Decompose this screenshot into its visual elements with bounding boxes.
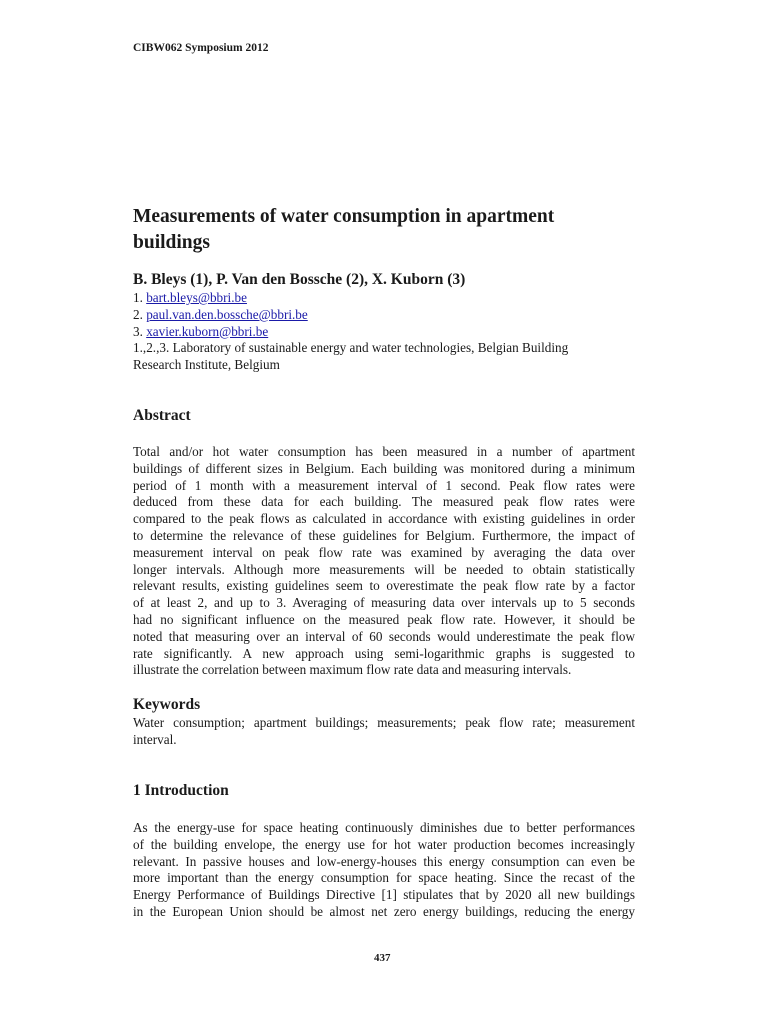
text-line: rate significantly. A new approach using semi-logarithmic graphs is suggested to (133, 645, 635, 661)
paper-title (133, 204, 633, 256)
text-line: Water consumption; apartment buildings; measurements; peak flow rate; measurement (133, 715, 635, 730)
text-line: interval. (133, 731, 177, 747)
text-line: of at least 2, and up to 3. Averaging of measuring data over intervals up to 5 seconds (133, 595, 635, 611)
title-line: buildings (133, 232, 210, 253)
affiliation-number: 1. (133, 290, 143, 305)
abstract-heading: Abstract (133, 407, 191, 424)
text-line: had no significant influence on the measured peak flow rate. However, it should be (133, 611, 635, 627)
affiliation-number: 3. (133, 323, 143, 339)
page-number: 437 (374, 952, 391, 964)
text-line: period of 1 month with a measurement interval of 1 second. Peak flow rates were (133, 477, 635, 493)
keywords-heading: Keywords (133, 696, 201, 713)
text-line: buildings of different sizes in Belgium. Each building was monitored during a minimum (133, 460, 635, 476)
affiliation-number: 2. (133, 306, 143, 322)
email-link[interactable]: bart.bleys@bbri.be (146, 290, 247, 305)
text-line: longer intervals. Although more measurements will be needed to obtain statistically (133, 561, 635, 577)
institution-line: 1.,2.,3. Laboratory of sustainable energy and water technologies, Belgian Building (133, 340, 569, 356)
text-line: relevant results, existing guidelines seem to overestimate the peak flow rate by a factor (133, 578, 635, 594)
affiliation-line (133, 324, 638, 341)
text-line: measurement interval on peak flow rate was examined by averaging the data over (133, 544, 635, 560)
title-line: Measurements of water consumption in apartment (133, 206, 555, 227)
affiliation-line (133, 307, 638, 324)
text-line: deduced from these data for each building. The measured peak flow rates were (133, 494, 635, 510)
text-line: more important than the energy consumption for space heating. Since the recast of the (133, 870, 635, 886)
institution-line: Research Institute, Belgium (133, 357, 280, 373)
email-link[interactable]: paul.van.den.bossche@bbri.be (146, 306, 308, 322)
keywords-text (133, 715, 635, 749)
text-line: in the European Union should be almost net zero energy buildings, reducing the energy (133, 903, 635, 919)
introduction-text (133, 820, 635, 921)
affiliation-block (133, 290, 638, 374)
running-header: CIBW062 Symposium 2012 (133, 42, 269, 54)
text-line: compared to the peak flows as calculated in accordance with existing guidelines in order (133, 511, 635, 527)
text-line: Total and/or hot water consumption has been measured in a number of apartment (133, 444, 635, 459)
text-line: As the energy-use for space heating continuously diminishes due to better performances (133, 820, 635, 835)
text-line: to determine the relevance of these guidelines for Belgium. Furthermore, the impact of (133, 527, 635, 543)
affiliation-line (133, 290, 638, 307)
text-line: noted that measuring over an interval of 60 seconds would underestimate the peak flow (133, 628, 635, 644)
section-heading-introduction: 1 Introduction (133, 782, 229, 799)
text-line: Energy Performance of Buildings Directive [1] stipulates that by 2020 all new buildings (133, 887, 635, 903)
text-line: illustrate the correlation between maximum flow rate data and measuring intervals. (133, 662, 572, 678)
author-list: B. Bleys (1), P. Van den Bossche (2), X. Kuborn (3) (133, 271, 466, 288)
text-line: of the building envelope, the energy use for hot water production becomes increasingly (133, 836, 635, 852)
text-line: relevant. In passive houses and low-energy-houses this energy consumption can even be (133, 853, 635, 869)
email-link[interactable]: xavier.kuborn@bbri.be (146, 323, 269, 339)
abstract-text (133, 444, 635, 679)
